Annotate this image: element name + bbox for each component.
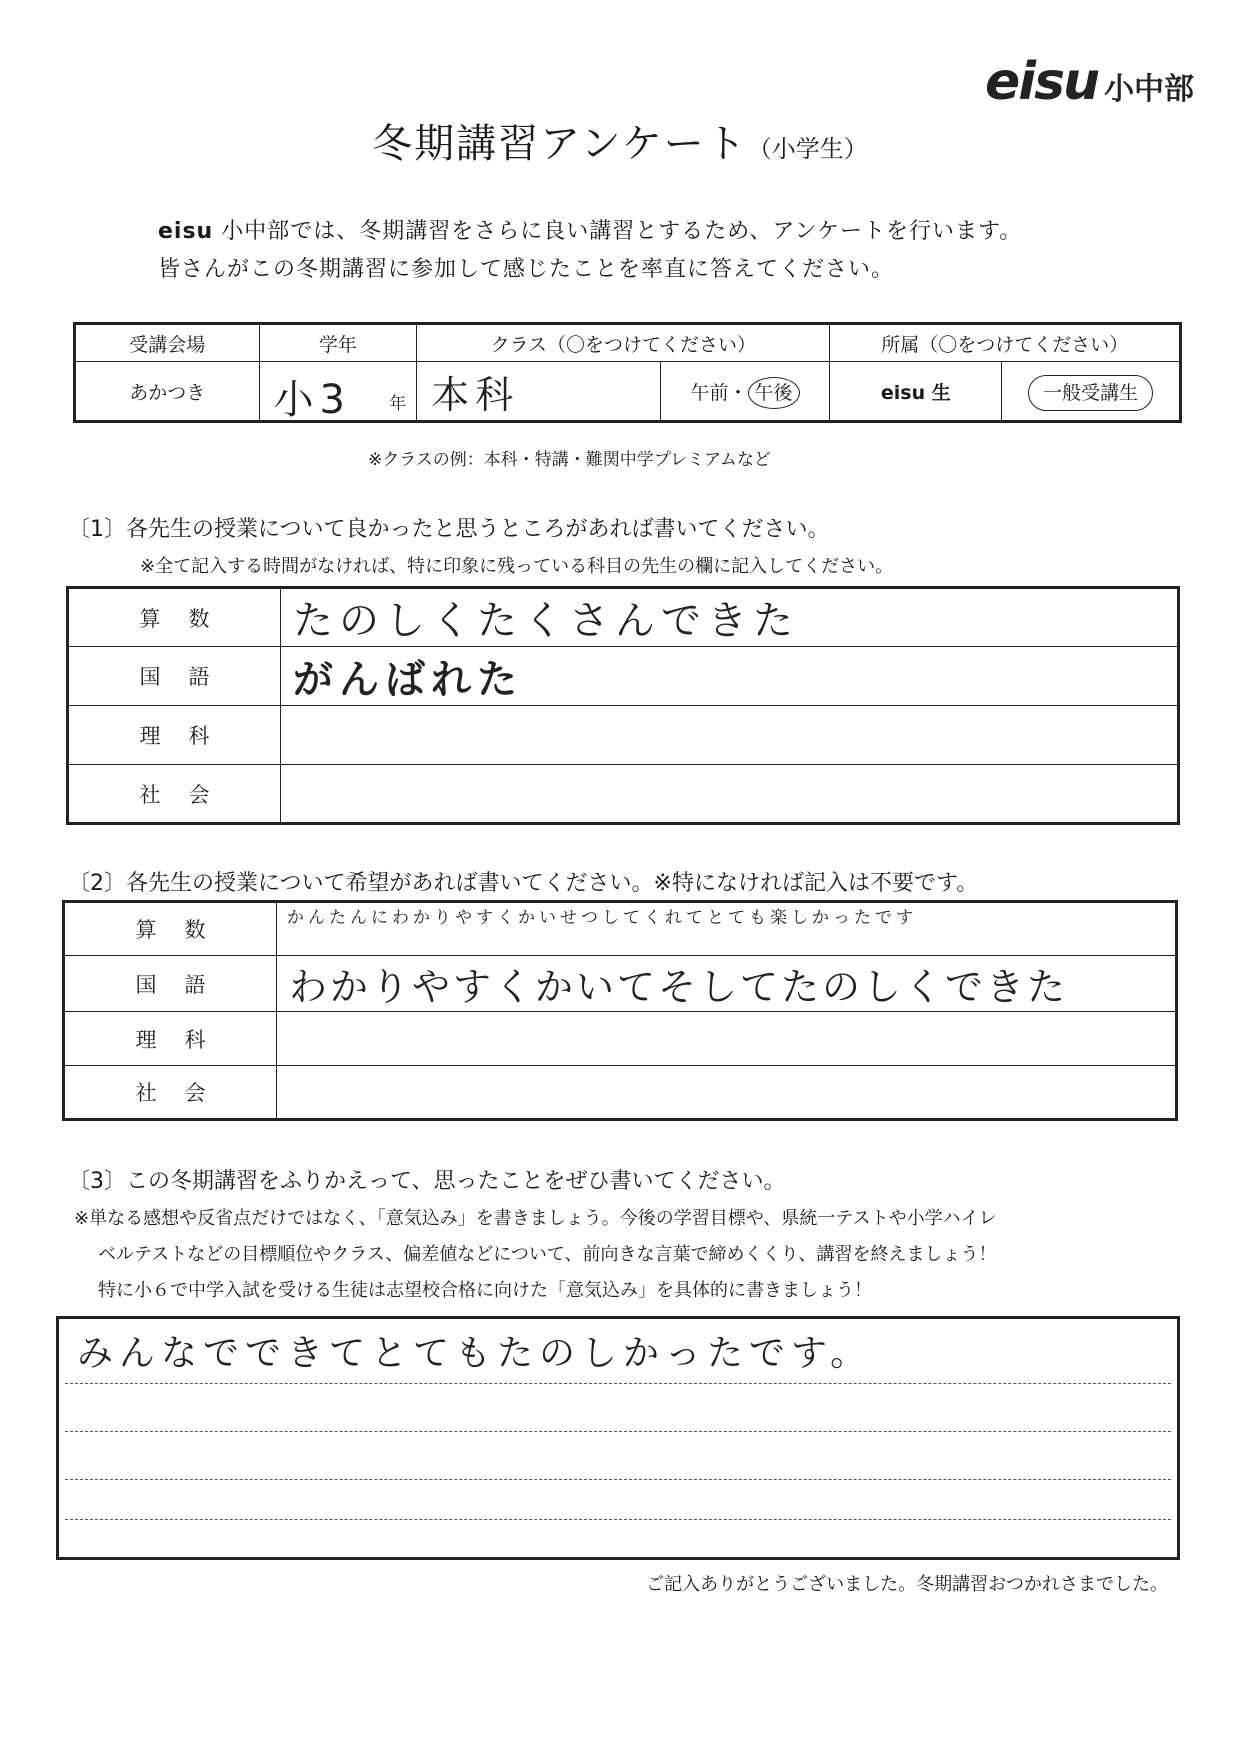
subject-label: 国語 xyxy=(64,956,277,1012)
info-table xyxy=(73,322,1182,423)
session-am: 午前 xyxy=(690,381,729,404)
eisu-logo xyxy=(985,52,1194,112)
intro-line-1-text: 小中部では、冬期講習をさらに良い講習とするため、アンケートを行います。 xyxy=(213,219,1023,244)
section3-note-line-2: ベルテストなどの目標順位やクラス、偏差値などについて、前向きな言葉で締めくくり、講習を終えましょう！ xyxy=(98,1244,997,1265)
ruled-line xyxy=(65,1431,1171,1432)
table-row xyxy=(68,647,1179,706)
subject-label: 国語 xyxy=(68,647,281,706)
venue-value: あかつき xyxy=(75,362,260,422)
section2-table xyxy=(62,900,1178,1121)
ruled-line xyxy=(65,1519,1171,1520)
answer-text: かんたんにわかりやすくかいせつしてくれてとても楽しかったです xyxy=(277,902,1177,956)
table-row xyxy=(64,1066,1177,1120)
section3-answer-text: みんなでできてとてもたのしかったです。 xyxy=(77,1333,873,1374)
logo-brand: eisu xyxy=(985,52,1099,112)
table-row xyxy=(68,765,1179,824)
answer-text xyxy=(277,1012,1177,1066)
intro-brand: eisu xyxy=(158,219,214,244)
class-value: 本科 xyxy=(431,372,520,417)
grade-header: 学年 xyxy=(259,324,417,362)
section2-title: 〔2〕各先生の授業について希望があれば書いてください。※特になければ記入は不要です。 xyxy=(68,871,979,896)
section1-table xyxy=(66,586,1180,825)
title-sub: （小学生） xyxy=(747,135,868,163)
section3-note-line-1: ※単なる感想や反省点だけではなく、「意気込み」を書きましょう。今後の学習目標や、県統一テストや小学ハイレ xyxy=(74,1208,997,1229)
answer-text xyxy=(277,1066,1177,1120)
table-row xyxy=(68,706,1179,765)
subject-label: 理科 xyxy=(68,706,281,765)
intro-line-1 xyxy=(158,214,1022,245)
subject-label: 算数 xyxy=(64,902,277,956)
session-pm-circled: 午後 xyxy=(748,377,800,409)
answer-text: わかりやすくかいてそしてたのしくできた xyxy=(277,956,1177,1012)
section1-note: ※全て記入する時間がなければ、特に印象に残っている科目の先生の欄に記入してください。 xyxy=(140,556,894,577)
subject-label: 社会 xyxy=(68,765,281,824)
table-row xyxy=(64,956,1177,1012)
table-row xyxy=(64,902,1177,956)
affiliation-general-cell xyxy=(1002,362,1181,422)
affiliation-header: 所属（〇をつけてください） xyxy=(830,324,1181,362)
intro-line-2: 皆さんがこの冬期講習に参加して感じたことを率直に答えてください。 xyxy=(158,257,895,282)
section1-title: 〔1〕各先生の授業について良かったと思うところがあれば書いてください。 xyxy=(68,517,830,542)
grade-cell xyxy=(259,362,417,422)
class-cell xyxy=(417,362,660,422)
answer-text xyxy=(281,706,1179,765)
section3-note-line-3: 特に小６で中学入試を受ける生徒は志望校合格に向けた「意気込み」を具体的に書きましょう！ xyxy=(98,1280,872,1301)
class-header: クラス（〇をつけてください） xyxy=(417,324,830,362)
grade-unit: 年 xyxy=(389,394,407,414)
logo-dept: 小中部 xyxy=(1104,72,1195,107)
class-example-note: ※クラスの例：本科・特講・難関中学プレミアムなど xyxy=(368,450,771,470)
table-row xyxy=(68,588,1179,647)
subject-label: 算数 xyxy=(68,588,281,647)
subject-label: 理科 xyxy=(64,1012,277,1066)
title-main: 冬期講習アンケート xyxy=(372,121,748,167)
section3-title: 〔3〕この冬期講習をふりかえって、思ったことをぜひ書いてください。 xyxy=(68,1169,786,1194)
grade-value: 小3 xyxy=(273,377,351,423)
ruled-line xyxy=(65,1383,1171,1384)
table-row xyxy=(64,1012,1177,1066)
answer-text xyxy=(281,765,1179,824)
page-title xyxy=(0,112,1240,169)
affiliation-eisu: eisu 生 xyxy=(830,362,1002,422)
answer-text: がんばれた xyxy=(281,647,1179,706)
subject-label: 社会 xyxy=(64,1066,277,1120)
affiliation-general-circled: 一般受講生 xyxy=(1028,375,1153,411)
closing-message: ご記入ありがとうございました。冬期講習おつかれさまでした。 xyxy=(646,1574,1168,1595)
session-separator: ・ xyxy=(728,381,748,404)
session-cell xyxy=(660,362,830,422)
answer-text: たのしくたくさんできた xyxy=(281,588,1179,647)
ruled-line xyxy=(65,1479,1171,1480)
section3-answer-box xyxy=(56,1316,1180,1560)
venue-header: 受講会場 xyxy=(75,324,260,362)
